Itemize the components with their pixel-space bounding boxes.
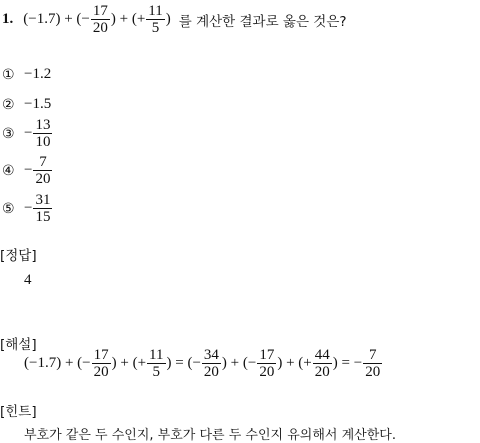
choice-value: −1.5 bbox=[24, 96, 52, 112]
question-expression bbox=[23, 4, 171, 35]
explanation-part: ) = (− bbox=[166, 355, 201, 371]
fraction-denominator: 20 bbox=[35, 171, 51, 187]
explanation-fraction bbox=[313, 348, 332, 379]
choice-value bbox=[24, 193, 53, 224]
hint-label: [힌트] bbox=[0, 404, 37, 420]
fraction-denominator: 15 bbox=[35, 209, 51, 225]
choice-4[interactable] bbox=[2, 155, 53, 186]
choice-5[interactable] bbox=[2, 193, 53, 224]
fraction-numerator: 17 bbox=[93, 347, 109, 363]
fraction-denominator: 5 bbox=[152, 364, 161, 380]
fraction-numerator: 34 bbox=[203, 347, 219, 363]
explanation-expression bbox=[24, 348, 383, 379]
choice-sign: − bbox=[24, 162, 33, 178]
choice-fraction bbox=[33, 155, 52, 186]
fraction-numerator: 17 bbox=[259, 347, 275, 363]
question-fraction bbox=[91, 4, 110, 35]
fraction-numerator: 31 bbox=[35, 192, 51, 208]
question-number: 1. bbox=[2, 11, 14, 27]
explanation-fraction bbox=[257, 348, 276, 379]
fraction-numerator: 17 bbox=[92, 3, 108, 19]
choice-mark: ④ bbox=[2, 162, 15, 179]
choice-value bbox=[24, 155, 53, 186]
question-text: 를 계산한 결과로 옳은 것은? bbox=[178, 13, 347, 30]
fraction-denominator: 20 bbox=[314, 364, 330, 380]
choice-sign: − bbox=[24, 200, 33, 216]
question-expr-part: ) + (+ bbox=[110, 11, 146, 27]
fraction-numerator: 11 bbox=[148, 3, 163, 19]
fraction-denominator: 20 bbox=[203, 364, 219, 380]
answer-value: 4 bbox=[24, 272, 32, 288]
choice-1[interactable] bbox=[2, 66, 51, 83]
explanation-fraction bbox=[147, 348, 165, 379]
explanation-part: ) = − bbox=[332, 355, 363, 371]
question-line bbox=[2, 4, 347, 35]
hint-text: 부호가 같은 두 수인지, 부호가 다른 두 수인지 유의해서 계산한다. bbox=[24, 428, 396, 443]
choice-mark: ① bbox=[2, 66, 15, 83]
answer-label: [정답] bbox=[0, 248, 37, 264]
choice-fraction bbox=[33, 193, 52, 224]
fraction-denominator: 20 bbox=[365, 364, 381, 380]
fraction-numerator: 44 bbox=[314, 347, 330, 363]
fraction-numerator: 11 bbox=[149, 347, 164, 363]
choice-value bbox=[24, 118, 53, 149]
fraction-numerator: 7 bbox=[39, 154, 47, 170]
fraction-denominator: 10 bbox=[35, 134, 51, 150]
fraction-denominator: 20 bbox=[93, 364, 109, 380]
question-expr-part: (−1.7) + (− bbox=[23, 11, 90, 27]
explanation-part: ) + (+ bbox=[111, 355, 147, 371]
explanation-fraction bbox=[202, 348, 221, 379]
fraction-numerator: 13 bbox=[35, 117, 51, 133]
choice-3[interactable] bbox=[2, 118, 53, 149]
choice-sign: − bbox=[24, 125, 33, 141]
fraction-denominator: 20 bbox=[92, 20, 108, 36]
choice-fraction bbox=[33, 118, 52, 149]
explanation-label: [해설] bbox=[0, 337, 37, 353]
choice-mark: ⑤ bbox=[2, 200, 15, 217]
choice-value: −1.2 bbox=[24, 66, 52, 82]
explanation-fraction bbox=[363, 348, 382, 379]
fraction-denominator: 5 bbox=[151, 20, 160, 36]
question-fraction bbox=[146, 4, 164, 35]
fraction-numerator: 7 bbox=[368, 347, 377, 363]
explanation-part: (−1.7) + (− bbox=[24, 355, 91, 371]
explanation-part: ) + (− bbox=[221, 355, 257, 371]
fraction-denominator: 20 bbox=[259, 364, 275, 380]
explanation-fraction bbox=[92, 348, 111, 379]
question-expr-part: ) bbox=[165, 11, 171, 27]
choice-2[interactable] bbox=[2, 96, 51, 113]
choice-mark: ③ bbox=[2, 125, 15, 142]
choice-mark: ② bbox=[2, 96, 15, 113]
explanation-part: ) + (+ bbox=[277, 355, 312, 371]
